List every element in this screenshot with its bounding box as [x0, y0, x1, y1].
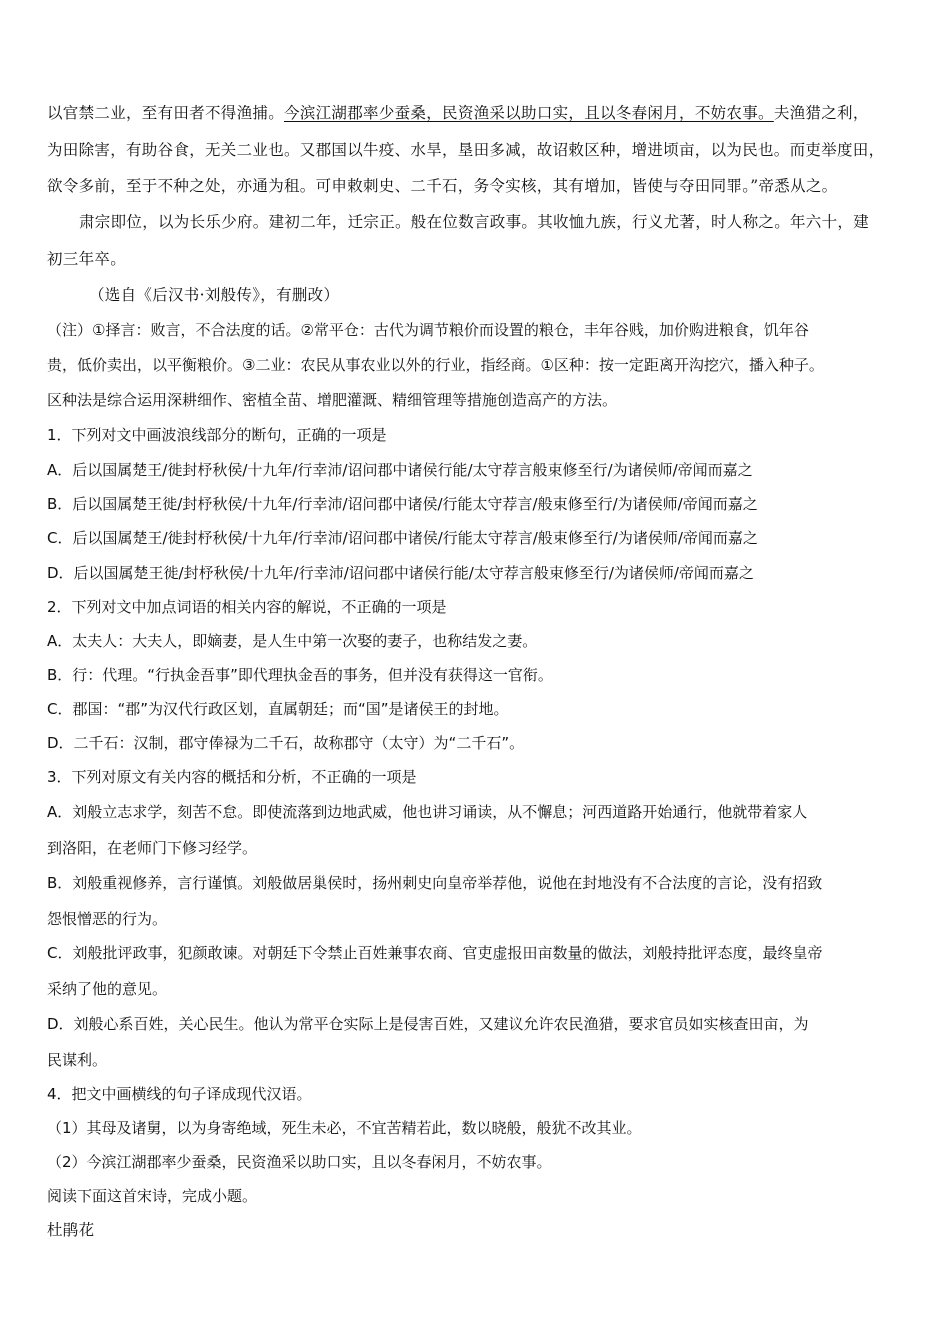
question-4-stem: 4．把文中画横线的句子译成现代汉语。 — [47, 1085, 312, 1103]
question-3-option-a: A．刘般立志求学，刻苦不怠。即使流落到边地武威，他也讲习诵读，从不懈息；河西道路开始通行，他就带着家人 — [47, 803, 808, 821]
question-4-sentence-1: （1）其母及诸舅，以为身寄绝域，死生未必，不宜苦精若此，数以晓般，般犹不改其业。 — [47, 1119, 642, 1137]
passage-text: 以官禁二业，至有田者不得渔捕。 — [47, 104, 285, 122]
notes-line-2: 贵，低价卖出，以平衡粮价。③二业：农民从事农业以外的行业，指经商。①区种：按一定距离开沟挖穴，播入种子。 — [47, 356, 824, 374]
passage-line-3: 欲令多前，至于不种之处，亦通为租。可申敕刺史、二千石，务令实核，其有增加，皆使与夺田同罪。”帝悉从之。 — [47, 177, 838, 195]
question-3-stem: 3．下列对原文有关内容的概括和分析，不正确的一项是 — [47, 768, 417, 786]
passage-line-5: 初三年卒。 — [47, 250, 127, 268]
question-1-option-d: D．后以国属楚王徙/封杼秋侯/十九年/行幸沛/诏问郡中诸侯行能/太守荐言般束修至行/为诸侯师/帝闻而嘉之 — [47, 564, 754, 582]
question-3-option-c-cont: 采纳了他的意见。 — [47, 980, 168, 998]
question-1-option-b: B．后以国属楚王徙/封杼秋侯/十九年/行幸沛/诏问郡中诸侯/行能太守荐言/般束修至行/为诸侯师/帝闻而嘉之 — [47, 495, 758, 513]
underlined-sentence: 今滨江湖郡率少蚕桑，民资渔采以助口实，且以冬春闲月，不妨农事。 — [284, 104, 774, 122]
question-3-option-c: C．刘般批评政事，犯颜敢谏。对朝廷下令禁止百姓兼事农商、官吏虚报田亩数量的做法，刘般持批评态度，最终皇帝 — [47, 944, 823, 962]
notes-line-3: 区种法是综合运用深耕细作、密植全苗、增肥灌溉、精细管理等措施创造高产的方法。 — [47, 391, 618, 409]
notes-line-1: （注）①择言：败言，不合法度的话。②常平仓：古代为调节粮价而设置的粮仓，丰年谷贱，加价购进粮食，饥年谷 — [47, 321, 809, 339]
question-2-option-b: B．行：代理。“行执金吾事”即代理执金吾的事务，但并没有获得这一官衔。 — [47, 666, 553, 684]
question-2-stem: 2．下列对文中加点词语的相关内容的解说，不正确的一项是 — [47, 598, 447, 616]
source-citation: （选自《后汉书·刘般传》，有删改） — [89, 286, 340, 304]
question-2-option-d: D．二千石：汉制，郡守俸禄为二千石，故称郡守（太守）为“二千石”。 — [47, 734, 525, 752]
question-3-option-d: D．刘般心系百姓，关心民生。他认为常平仓实际上是侵害百姓，又建议允许农民渔猎，要求官员如实核查田亩，为 — [47, 1015, 809, 1033]
question-1-option-c: C．后以国属楚王/徙封杼秋侯/十九年/行幸沛/诏问郡中诸侯/行能太守荐言/般束修至行/为诸侯师/帝闻而嘉之 — [47, 529, 758, 547]
question-2-option-c: C．郡国：“郡”为汉代行政区划，直属朝廷；而“国”是诸侯王的封地。 — [47, 700, 509, 718]
reading-instruction: 阅读下面这首宋诗，完成小题。 — [47, 1187, 258, 1205]
question-3-option-a-cont: 到洛阳，在老师门下修习经学。 — [47, 839, 258, 857]
question-4-sentence-2: （2）今滨江湖郡率少蚕桑，民资渔采以助口实，且以冬春闲月，不妨农事。 — [47, 1153, 552, 1171]
passage-line-1 — [47, 103, 907, 123]
question-2-option-a: A．太夫人：大夫人，即嫡妻，是人生中第一次娶的妻子，也称结发之妻。 — [47, 632, 538, 650]
passage-line-2: 为田除害，有助谷食，无关二业也。又郡国以牛疫、水旱，垦田多减，故诏敕区种，增进顷亩，以为民也。而吏举度田， — [47, 141, 885, 159]
question-1-stem: 1．下列对文中画波浪线部分的断句，正确的一项是 — [47, 426, 387, 444]
question-3-option-d-cont: 民谋利。 — [47, 1051, 108, 1069]
passage-line-4: 肃宗即位，以为长乐少府。建初二年，迁宗正。般在位数言政事。其收恤九族，行义尤著，时人称之。年六十，建 — [79, 213, 870, 231]
question-1-option-a: A．后以国属楚王/徙封杼秋侯/十九年/行幸沛/诏问郡中诸侯行能/太守荐言般束修至行/为诸侯师/帝闻而嘉之 — [47, 461, 753, 479]
passage-text: 夫渔猎之利， — [773, 104, 869, 122]
question-3-option-b: B．刘般重视修养，言行谨慎。刘般做居巢侯时，扬州刺史向皇帝举荐他，说他在封地没有不合法度的言论，没有招致 — [47, 874, 823, 892]
question-3-option-b-cont: 怨恨憎恶的行为。 — [47, 910, 168, 928]
poem-title: 杜鹃花 — [47, 1221, 95, 1239]
